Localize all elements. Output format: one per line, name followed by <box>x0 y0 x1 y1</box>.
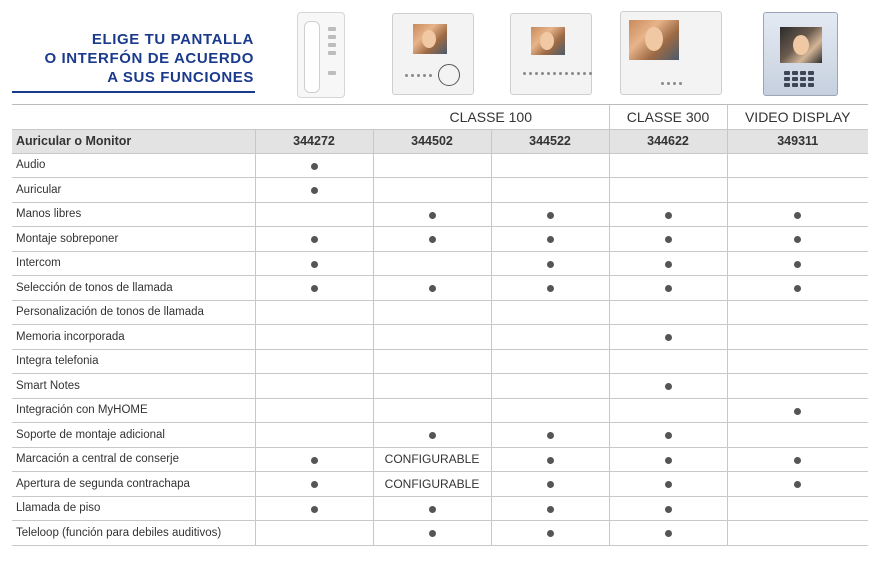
feature-cell <box>609 398 727 423</box>
availability-dot <box>311 285 318 292</box>
feature-cell <box>727 374 868 399</box>
table-row <box>12 251 868 276</box>
feature-cell <box>609 325 727 350</box>
feature-label: Teleloop (función para debiles auditivos) <box>12 521 255 546</box>
availability-dot <box>429 432 436 439</box>
feature-label: Integra telefonia <box>12 349 255 374</box>
feature-label: Auricular <box>12 178 255 203</box>
title-underline <box>12 91 255 93</box>
availability-dot <box>547 285 554 292</box>
feature-cell <box>491 178 609 203</box>
feature-cell <box>373 300 491 325</box>
product-image-handset <box>297 12 345 98</box>
product-image-monitor-344502 <box>392 13 474 95</box>
feature-label: Montaje sobreponer <box>12 227 255 252</box>
feature-cell <box>609 202 727 227</box>
navigation-ring <box>438 64 460 86</box>
table-row <box>12 178 868 203</box>
feature-cell <box>255 349 373 374</box>
feature-cell <box>491 349 609 374</box>
feature-cell <box>373 472 491 497</box>
page-title <box>12 30 254 87</box>
availability-dot <box>547 530 554 537</box>
screen-face <box>793 35 809 55</box>
availability-dot <box>311 506 318 513</box>
availability-dot <box>794 261 801 268</box>
feature-cell <box>727 447 868 472</box>
group-header-row <box>12 105 868 129</box>
table-row <box>12 227 868 252</box>
table-row <box>12 447 868 472</box>
feature-cell <box>609 178 727 203</box>
availability-dot <box>547 212 554 219</box>
table-row <box>12 374 868 399</box>
monitor-screen <box>629 20 679 60</box>
feature-cell <box>491 153 609 178</box>
availability-dot <box>311 261 318 268</box>
group-video-display: VIDEO DISPLAY <box>727 105 868 129</box>
code-344502: 344502 <box>373 129 491 153</box>
feature-cell <box>491 398 609 423</box>
feature-cell <box>491 496 609 521</box>
feature-cell <box>609 374 727 399</box>
feature-cell <box>609 423 727 448</box>
feature-cell <box>727 472 868 497</box>
feature-cell <box>727 153 868 178</box>
handset-button <box>328 27 336 31</box>
feature-label: Apertura de segunda contrachapa <box>12 472 255 497</box>
feature-cell <box>255 398 373 423</box>
title-line-3: A SUS FUNCIONES <box>107 69 254 86</box>
feature-cell <box>609 227 727 252</box>
header-label: Auricular o Monitor <box>12 129 255 153</box>
feature-cell <box>255 153 373 178</box>
feature-cell <box>373 153 491 178</box>
feature-label: Soporte de montaje adicional <box>12 423 255 448</box>
feature-label: Llamada de piso <box>12 496 255 521</box>
feature-label: Audio <box>12 153 255 178</box>
availability-dot <box>665 432 672 439</box>
feature-label: Intercom <box>12 251 255 276</box>
availability-dot <box>665 236 672 243</box>
availability-dot <box>311 187 318 194</box>
title-line-2: O INTERFÓN DE ACUERDO <box>44 50 254 67</box>
feature-cell <box>727 423 868 448</box>
handset-button <box>328 51 336 55</box>
product-image-monitor-344522 <box>510 13 592 95</box>
feature-cell <box>373 496 491 521</box>
handset-receiver <box>304 21 320 93</box>
feature-cell <box>255 300 373 325</box>
feature-cell <box>491 251 609 276</box>
availability-dot <box>547 261 554 268</box>
column-header-row <box>12 129 868 153</box>
feature-cell <box>609 447 727 472</box>
feature-cell <box>255 325 373 350</box>
feature-cell <box>491 374 609 399</box>
availability-dot <box>665 383 672 390</box>
screen-face <box>540 32 554 50</box>
touch-keys <box>661 82 682 85</box>
table-row <box>12 202 868 227</box>
feature-label: Manos libres <box>12 202 255 227</box>
availability-dot <box>665 506 672 513</box>
availability-dot <box>665 530 672 537</box>
feature-label: Selección de tonos de llamada <box>12 276 255 301</box>
table-row <box>12 349 868 374</box>
feature-cell <box>255 374 373 399</box>
feature-cell <box>491 521 609 546</box>
feature-cell <box>727 325 868 350</box>
feature-cell <box>373 227 491 252</box>
group-empty-cell <box>12 105 255 129</box>
feature-cell <box>491 423 609 448</box>
availability-dot <box>547 457 554 464</box>
availability-dot <box>429 530 436 537</box>
feature-cell <box>491 276 609 301</box>
feature-cell <box>255 423 373 448</box>
feature-cell <box>609 521 727 546</box>
feature-cell <box>491 472 609 497</box>
feature-cell <box>727 202 868 227</box>
monitor-screen <box>413 24 447 54</box>
availability-dot <box>429 236 436 243</box>
configurable-text: CONFIGURABLE <box>384 452 480 467</box>
availability-dot <box>547 506 554 513</box>
feature-cell <box>727 227 868 252</box>
feature-cell <box>491 447 609 472</box>
feature-cell <box>491 325 609 350</box>
group-classe-300: CLASSE 300 <box>609 105 727 129</box>
feature-label: Memoria incorporada <box>12 325 255 350</box>
availability-dot <box>665 457 672 464</box>
handset-button <box>328 43 336 47</box>
feature-cell <box>609 349 727 374</box>
feature-cell <box>373 178 491 203</box>
handset-button <box>328 71 336 75</box>
availability-dot <box>547 236 554 243</box>
feature-cell <box>373 202 491 227</box>
speaker-grille <box>405 74 432 77</box>
product-image-monitor-344622 <box>620 11 722 95</box>
product-image-video-display <box>763 12 838 96</box>
feature-cell <box>373 251 491 276</box>
availability-dot <box>547 481 554 488</box>
availability-dot <box>311 236 318 243</box>
feature-cell <box>727 276 868 301</box>
availability-dot <box>794 481 801 488</box>
feature-label: Smart Notes <box>12 374 255 399</box>
feature-cell <box>609 276 727 301</box>
feature-cell <box>727 349 868 374</box>
feature-cell <box>491 202 609 227</box>
feature-cell <box>373 398 491 423</box>
feature-cell <box>727 398 868 423</box>
table-row <box>12 325 868 350</box>
group-classe-100: CLASSE 100 <box>373 105 609 129</box>
table-row <box>12 300 868 325</box>
feature-cell <box>609 251 727 276</box>
feature-cell <box>373 423 491 448</box>
screen-face <box>422 30 436 48</box>
configurable-text: CONFIGURABLE <box>384 476 480 491</box>
availability-dot <box>794 408 801 415</box>
feature-cell <box>373 521 491 546</box>
feature-cell <box>255 202 373 227</box>
table-row <box>12 496 868 521</box>
feature-cell <box>727 496 868 521</box>
feature-cell <box>609 300 727 325</box>
code-349311: 349311 <box>727 129 868 153</box>
availability-dot <box>794 457 801 464</box>
availability-dot <box>311 481 318 488</box>
availability-dot <box>547 432 554 439</box>
availability-dot <box>665 261 672 268</box>
availability-dot <box>665 212 672 219</box>
availability-dot <box>665 285 672 292</box>
group-empty-cell <box>255 105 373 129</box>
table-row <box>12 423 868 448</box>
feature-cell <box>255 227 373 252</box>
table-row <box>12 153 868 178</box>
availability-dot <box>794 285 801 292</box>
feature-cell <box>373 447 491 472</box>
feature-cell <box>727 251 868 276</box>
handset-button <box>328 35 336 39</box>
feature-cell <box>373 349 491 374</box>
feature-cell <box>727 521 868 546</box>
feature-cell <box>255 447 373 472</box>
feature-cell <box>373 276 491 301</box>
feature-cell <box>255 496 373 521</box>
availability-dot <box>794 212 801 219</box>
availability-dot <box>665 334 672 341</box>
availability-dot <box>429 285 436 292</box>
feature-cell <box>255 178 373 203</box>
availability-dot <box>429 212 436 219</box>
feature-cell <box>373 325 491 350</box>
feature-cell <box>491 227 609 252</box>
table-row <box>12 472 868 497</box>
feature-cell <box>727 178 868 203</box>
availability-dot <box>665 481 672 488</box>
feature-label: Personalización de tonos de llamada <box>12 300 255 325</box>
title-line-1: ELIGE TU PANTALLA <box>91 31 254 48</box>
feature-cell <box>609 472 727 497</box>
availability-dot <box>794 236 801 243</box>
monitor-screen <box>531 27 565 55</box>
feature-cell <box>255 521 373 546</box>
availability-dot <box>311 457 318 464</box>
feature-cell <box>609 153 727 178</box>
feature-cell <box>609 496 727 521</box>
button-row <box>523 72 592 75</box>
feature-cell <box>255 251 373 276</box>
code-344522: 344522 <box>491 129 609 153</box>
code-344622: 344622 <box>609 129 727 153</box>
table-row <box>12 398 868 423</box>
code-344272: 344272 <box>255 129 373 153</box>
screen-face <box>645 27 663 51</box>
table-row <box>12 276 868 301</box>
feature-label: Integración con MyHOME <box>12 398 255 423</box>
feature-cell <box>491 300 609 325</box>
feature-cell <box>255 472 373 497</box>
availability-dot <box>311 163 318 170</box>
availability-dot <box>429 506 436 513</box>
monitor-screen <box>780 27 822 63</box>
keypad <box>784 71 814 87</box>
feature-cell <box>727 300 868 325</box>
comparison-table <box>12 105 868 546</box>
feature-cell <box>255 276 373 301</box>
table-row <box>12 521 868 546</box>
feature-cell <box>373 374 491 399</box>
feature-label: Marcación a central de conserje <box>12 447 255 472</box>
